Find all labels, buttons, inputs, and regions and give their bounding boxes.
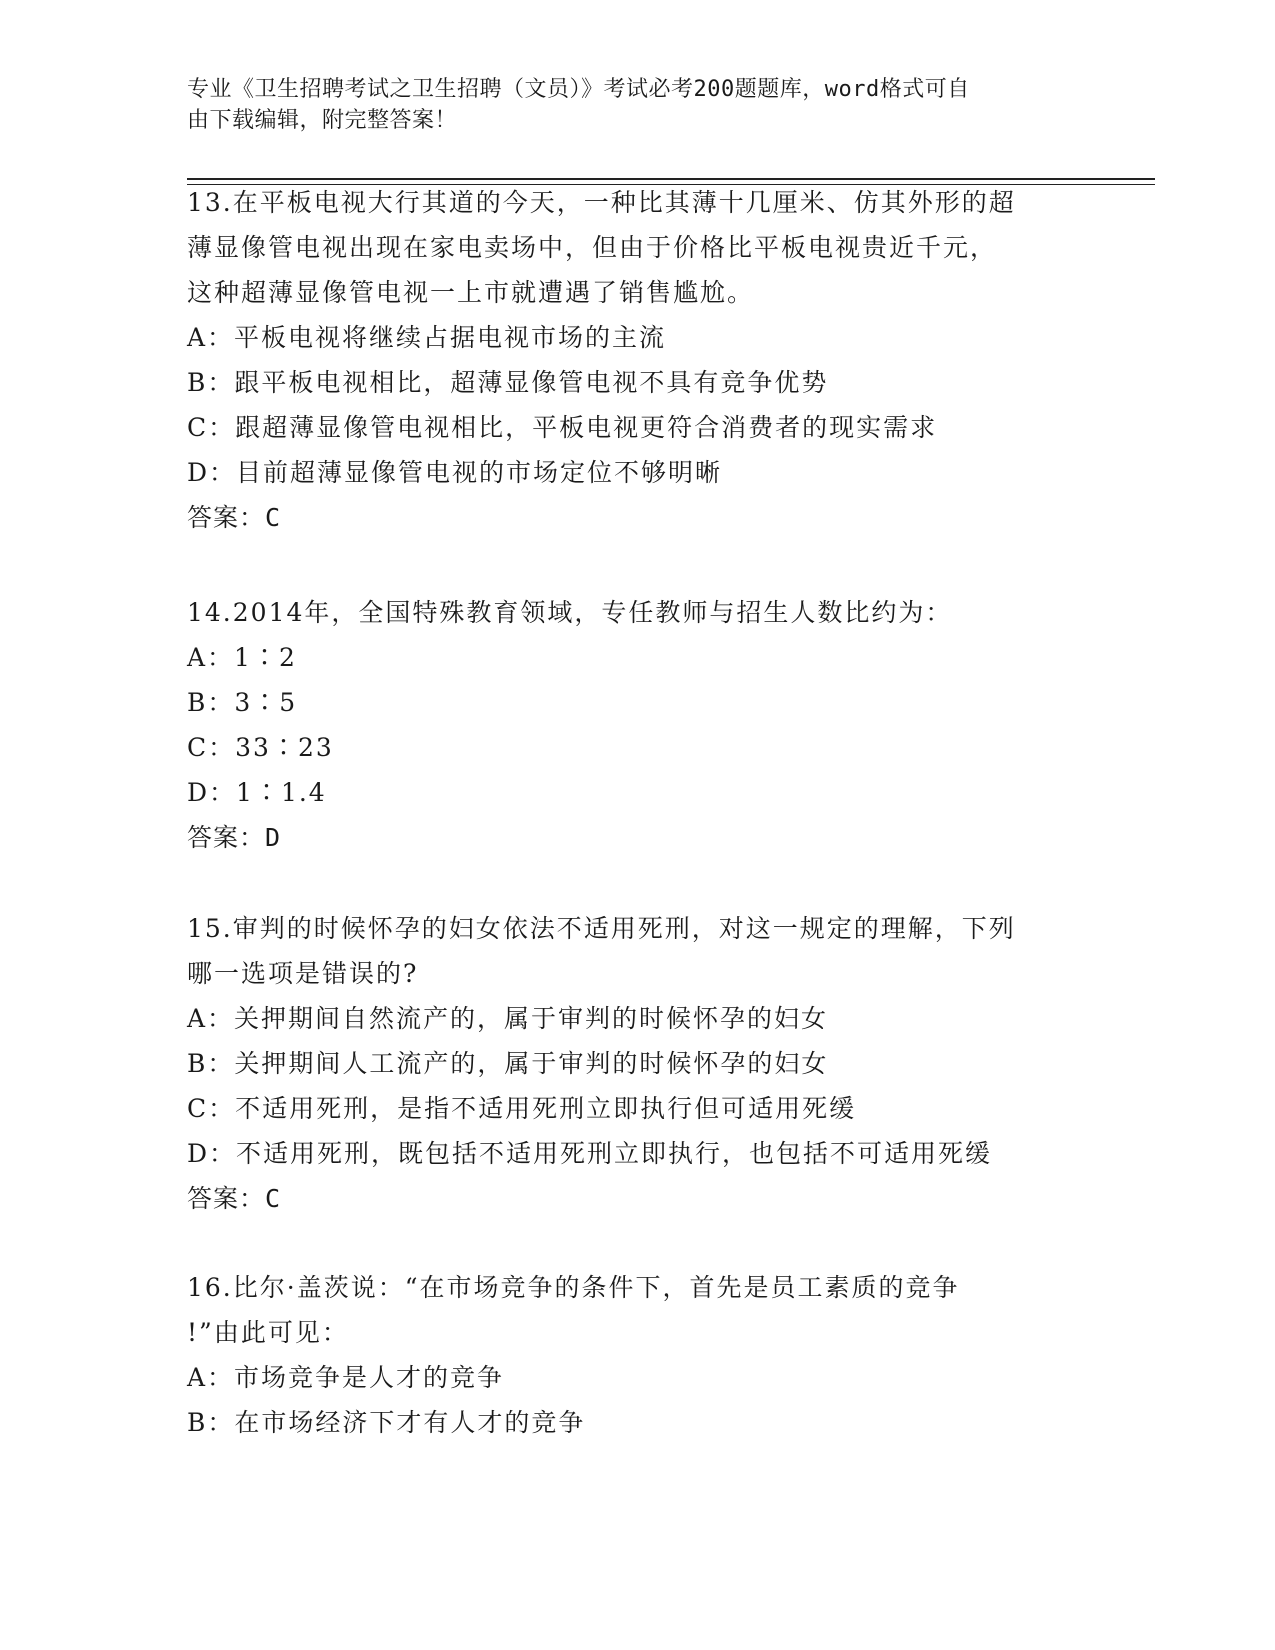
option-a: A：1∶2 <box>187 643 297 672</box>
answer-value: C <box>265 503 282 532</box>
header-line: 由下载编辑，附完整答案！ <box>187 108 458 133</box>
answer-line <box>187 815 1087 860</box>
option-a: A：市场竞争是人才的竞争 <box>187 1363 505 1392</box>
question-16 <box>187 1265 1087 1445</box>
question-15 <box>187 906 1087 1221</box>
answer-label: 答案： <box>187 503 266 532</box>
answer-line <box>187 495 1087 540</box>
question-text-line: 13.在平板电视大行其道的今天，一种比其薄十几厘米、仿其外形的超 <box>187 188 1016 217</box>
answer-value: C <box>265 1184 282 1213</box>
question-text-line: 薄显像管电视出现在家电卖场中，但由于价格比平板电视贵近千元， <box>187 233 998 262</box>
header-line: 专业《卫生招聘考试之卫生招聘（文员）》考试必考200题题库，word格式可自 <box>187 77 970 102</box>
option-c: C：不适用死刑，是指不适用死刑立即执行但可适用死缓 <box>187 1094 857 1123</box>
option-a: A：关押期间自然流产的，属于审判的时候怀孕的妇女 <box>187 1004 829 1033</box>
option-d: D：目前超薄显像管电视的市场定位不够明晰 <box>187 458 723 487</box>
answer-label: 答案： <box>187 823 266 852</box>
document-header <box>187 74 1067 136</box>
answer-value: D <box>265 823 282 852</box>
answer-line <box>187 1176 1087 1221</box>
question-text-line: 16.比尔·盖茨说：“在市场竞争的条件下，首先是员工素质的竞争 <box>187 1273 960 1302</box>
option-b: B：关押期间人工流产的，属于审判的时候怀孕的妇女 <box>187 1049 829 1078</box>
question-text-line: 这种超薄显像管电视一上市就遭遇了销售尴尬。 <box>187 278 755 307</box>
question-14 <box>187 590 1087 860</box>
question-text-line: 15.审判的时候怀孕的妇女依法不适用死刑，对这一规定的理解，下列 <box>187 914 1016 943</box>
option-d: D：不适用死刑，既包括不适用死刑立即执行，也包括不可适用死缓 <box>187 1139 993 1168</box>
answer-label: 答案： <box>187 1184 266 1213</box>
question-13 <box>187 180 1087 540</box>
option-b: B：3∶5 <box>187 688 298 717</box>
question-text-line: 哪一选项是错误的? <box>187 959 419 988</box>
question-text-line: !”由此可见： <box>187 1318 349 1347</box>
option-a: A：平板电视将继续占据电视市场的主流 <box>187 323 667 352</box>
question-text-line: 14.2014年，全国特殊教育领域，专任教师与招生人数比约为： <box>187 598 953 627</box>
option-d: D：1∶1.4 <box>187 778 327 807</box>
option-c: C：跟超薄显像管电视相比，平板电视更符合消费者的现实需求 <box>187 413 938 442</box>
option-b: B：在市场经济下才有人才的竞争 <box>187 1408 586 1437</box>
option-b: B：跟平板电视相比，超薄显像管电视不具有竞争优势 <box>187 368 829 397</box>
option-c: C：33∶23 <box>187 733 334 762</box>
